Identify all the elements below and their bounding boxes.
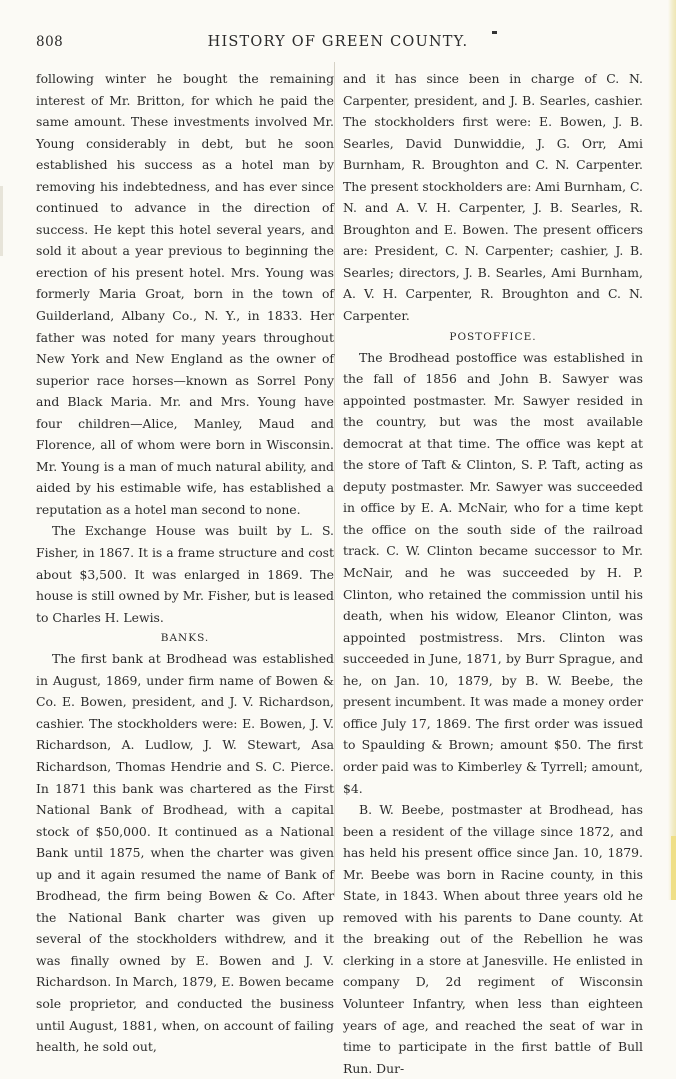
paragraph-hotel-continued: following winter he bought the remaining interest of Mr. Britton, for which he paid the same amount. These investments involved Mr. Young considerably in debt, but he soon established his success as a hotel man by removing his indebtedness, and has ever since continued to advance in the direction of success. He kept this hotel several years, and sold it about a year previous to beginning the erection of his present hotel. Mrs. Young was formerly Maria Groat, born in the town of Guilderland, Albany Co., N. Y., in 1833. Her father was noted for many years throughout New York and New England as the owner of superior race horses—known as Sorrel Pony and Black Maria. Mr. and Mrs. Young have four children—Alice, Manley, Maud and Florence, all of whom were born in Wisconsin. Mr. Young is a man of much natural ability, and aided by his estimable wife, has established a reputation as a hotel man second to none. (36, 71, 334, 517)
section-heading-banks: BANKS. (160, 632, 210, 645)
page-number: 808 (36, 34, 64, 50)
running-title: HISTORY OF GREEN COUNTY. (207, 34, 469, 50)
left-column (36, 68, 334, 1058)
page-edge-stain (671, 836, 676, 900)
right-column (343, 68, 643, 1079)
page-header (36, 34, 640, 56)
paragraph-bank-continued: and it has since been in charge of C. N. Carpenter, president, and J. B. Searles, cashier. The stockholders first were: E. Bowen, J. B. Searles, David Dunwiddie, J. G. Orr, Ami Burnham, R. Broughton and C. N. Carpenter. The present stockholders are: Ami Burnham, C. N. and A. V. H. Carpenter, J. B. Searles, R. Broughton and E. Bowen. The present officers are: President, C. N. Carpenter; cashier, J. B. Searles; directors, J. B. Searles, Ami Burnham, A. V. H. Carpenter, R. Broughton and C. N. Carpenter. (343, 71, 643, 324)
margin-mark (0, 186, 3, 256)
column-divider (334, 62, 335, 897)
paragraph-beebe-biography: B. W. Beebe, postmaster at Brodhead, has been a resident of the village since 1872, and has held his present office since Jan. 10, 1879. Mr. Beebe was born in Racine county, in this State, in 1843. When about three years old he removed with his parents to Dane county. At the breaking out of the Rebellion he was clerking in a store at Janesville. He enlisted in company D, 2d regiment of Wisconsin Volunteer Infantry, when less than eighteen years of age, and reached the seat of war in time to participate in the first battle of Bull Run. Dur- (343, 802, 643, 1076)
paragraph-first-bank: The first bank at Brodhead was established in August, 1869, under firm name of Bowen & Co. E. Bowen, president, and J. V. Richardson, cashier. The stockholders were: E. Bowen, J. V. Richardson, A. Ludlow, J. W. Stewart, Asa Richardson, Thomas Hendrie and S. C. Pierce. In 1871 this bank was chartered as the First National Bank of Brodhead, with a capital stock of $50,000. It continued as a National Bank until 1875, when the charter was given up and it again resumed the name of Bank of Brodhead, the firm being Bowen & Co. After the National Bank charter was given up several of the stockholders withdrew, and it was finally owned by E. Bowen and J. V. Richardson. In March, 1879, E. Bowen became sole proprietor, and conducted the business until August, 1881, when, on account of failing health, he sold out, (36, 651, 334, 1055)
paragraph-exchange-house: The Exchange House was built by L. S. Fisher, in 1867. It is a frame structure and cost about $3,500. It was enlarged in 1869. The house is still owned by Mr. Fisher, but is leased to Charles H. Lewis. (36, 523, 334, 625)
paragraph-postoffice-history: The Brodhead postoffice was established in the fall of 1856 and John B. Sawyer was appointed postmaster. Mr. Sawyer resided in the country, but was the most available democrat at that time. The office was kept at the store of Taft & Clinton, S. P. Taft, acting as deputy postmaster. Mr. Sawyer was succeeded in office by E. A. McNair, who for a time kept the office on the south side of the railroad track. C. W. Clinton became successor to Mr. McNair, and he was succeeded by H. P. Clinton, who retained the commission until his death, when his widow, Eleanor Clinton, was appointed postmistress. Mrs. Clinton was succeeded in June, 1871, by Burr Sprague, and he, on Jan. 10, 1879, by B. W. Beebe, the present incumbent. It was made a money order office July 17, 1869. The first order was issued to Spaulding & Brown; amount $50. The first order paid was to Kimberley & Tyrrell; amount, $4. (343, 349, 643, 796)
page-edge (668, 0, 676, 900)
section-heading-postoffice: POSTOFFICE. (449, 330, 537, 343)
